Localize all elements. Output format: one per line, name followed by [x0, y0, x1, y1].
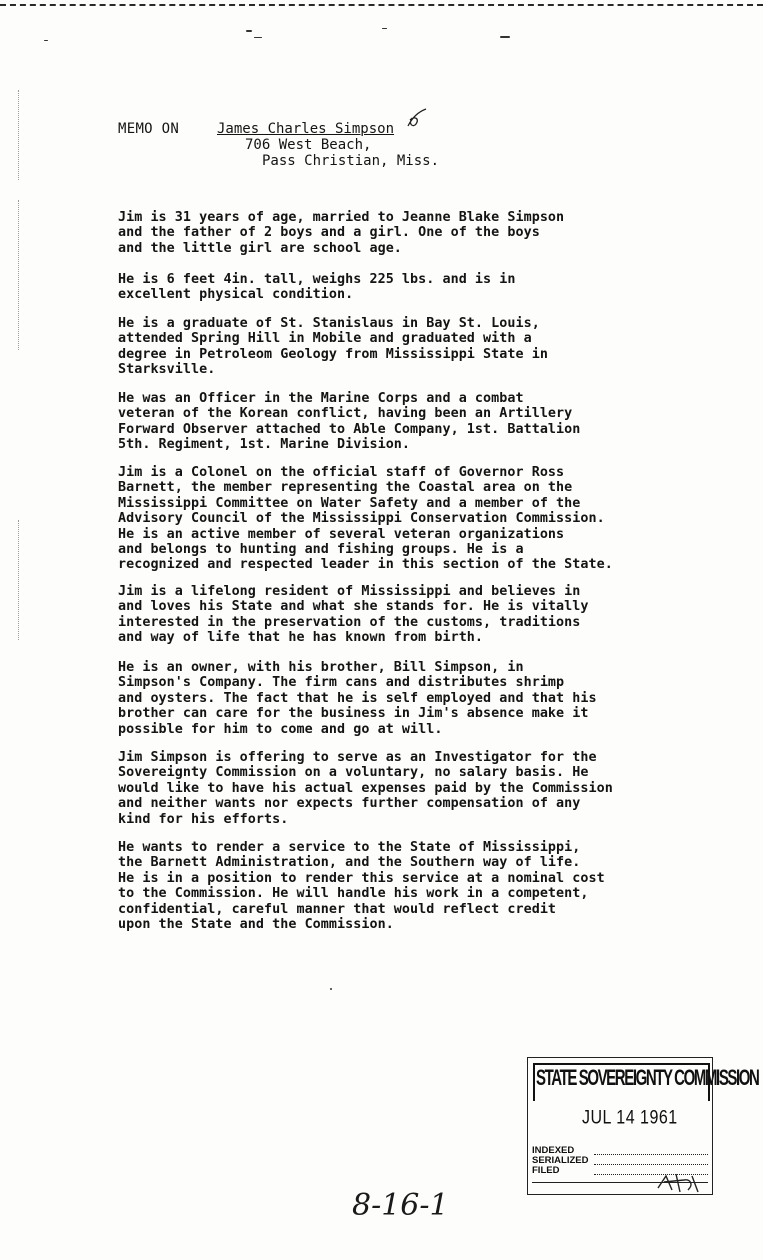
- paragraph-physical: He is 6 feet 4in. tall, weighs 225 lbs. and is in excellent physical condition.: [118, 272, 516, 303]
- paragraph-service: He wants to render a service to the State of Mississippi, the Barnett Administration, and the Southern way of life. He is in a position to render this service at a nominal cost to the Commission. He will handle his work in a competent, confidential, careful manner that would reflect credit upon the State and the Commission.: [118, 840, 605, 933]
- scan-speck: [246, 30, 252, 32]
- paragraph-military: He was an Officer in the Marine Corps and a combat veteran of the Korean conflict, having been an Artillery Forward Observer attached to Able Company, 1st. Battalion 5th. Regiment, 1st. Marine Division.: [118, 391, 581, 453]
- paragraph-education: He is a graduate of St. Stanislaus in Bay St. Louis, attended Spring Hill in Mobile and graduated with a degree in Petroleom Geology from Mississippi State in Starksville.: [118, 316, 548, 378]
- memo-label: MEMO ON: [118, 121, 180, 137]
- scan-speck: [330, 988, 332, 990]
- stamp-initials-signature: [654, 1170, 704, 1194]
- memo-subject-name: James Charles Simpson: [217, 121, 395, 137]
- stamp-row-filed: FILED: [532, 1165, 560, 1176]
- paragraph-civic-roles: Jim is a Colonel on the official staff of Governor Ross Barnett, the member representing the Coastal area on the Mississippi Committee on Water Safety and a member of the Advisory Council of the Mississippi Conservation Commission. He is an active member of several veteran organizations and belongs to hunting and fishing groups. He is a recognized and respected leader in this section of the State.: [118, 465, 613, 573]
- stamp-row-serialized: SERIALIZED: [532, 1155, 589, 1166]
- top-edge-rule: [0, 4, 763, 6]
- stamp-row-line: [594, 1164, 708, 1165]
- paragraph-business: He is an owner, with his brother, Bill Simpson, in Simpson's Company. The firm cans and distributes shrimp and oysters. The fact that he is self employed and that his brother can care for the business in Jim's absence make it possible for him to come and go at will.: [118, 660, 597, 737]
- commission-received-stamp: [527, 1057, 759, 1195]
- scan-speck: [382, 28, 387, 29]
- stamp-date: JUL 14 1961: [582, 1108, 678, 1129]
- paragraph-family: Jim is 31 years of age, married to Jeanne Blake Simpson and the father of 2 boys and a girl. One of the boys and the little girl are school age.: [118, 210, 565, 256]
- stamp-row-line: [594, 1154, 708, 1155]
- paragraph-offer: Jim Simpson is offering to serve as an Investigator for the Sovereignty Commission on a voluntary, no salary basis. He would like to have his actual expenses paid by the Commission and neither wants nor expects further compensation of any kind for his efforts.: [118, 750, 613, 827]
- memo-address-line2: Pass Christian, Miss.: [262, 153, 440, 169]
- scan-speck: [44, 40, 48, 41]
- margin-binding-marks: [18, 90, 25, 180]
- margin-binding-marks: [18, 520, 25, 640]
- handwritten-file-number-text: 8-16-1: [352, 1188, 449, 1223]
- stamp-title: STATE SOVEREIGNTY COMMISSION: [536, 1066, 759, 1091]
- margin-binding-marks: [18, 200, 25, 350]
- handwritten-check-mark: [404, 106, 430, 132]
- memo-address-line1: 706 West Beach,: [245, 137, 372, 153]
- scan-speck: [500, 36, 510, 38]
- scan-speck: [254, 37, 262, 38]
- paragraph-residence: Jim is a lifelong resident of Mississippi and believes in and loves his State and what she stands for. He is vitally interested in the preservation of the customs, traditions and way of life that he has known from birth.: [118, 584, 589, 646]
- stamp-row-indexed: INDEXED: [532, 1145, 575, 1156]
- handwritten-file-number: [350, 1183, 460, 1225]
